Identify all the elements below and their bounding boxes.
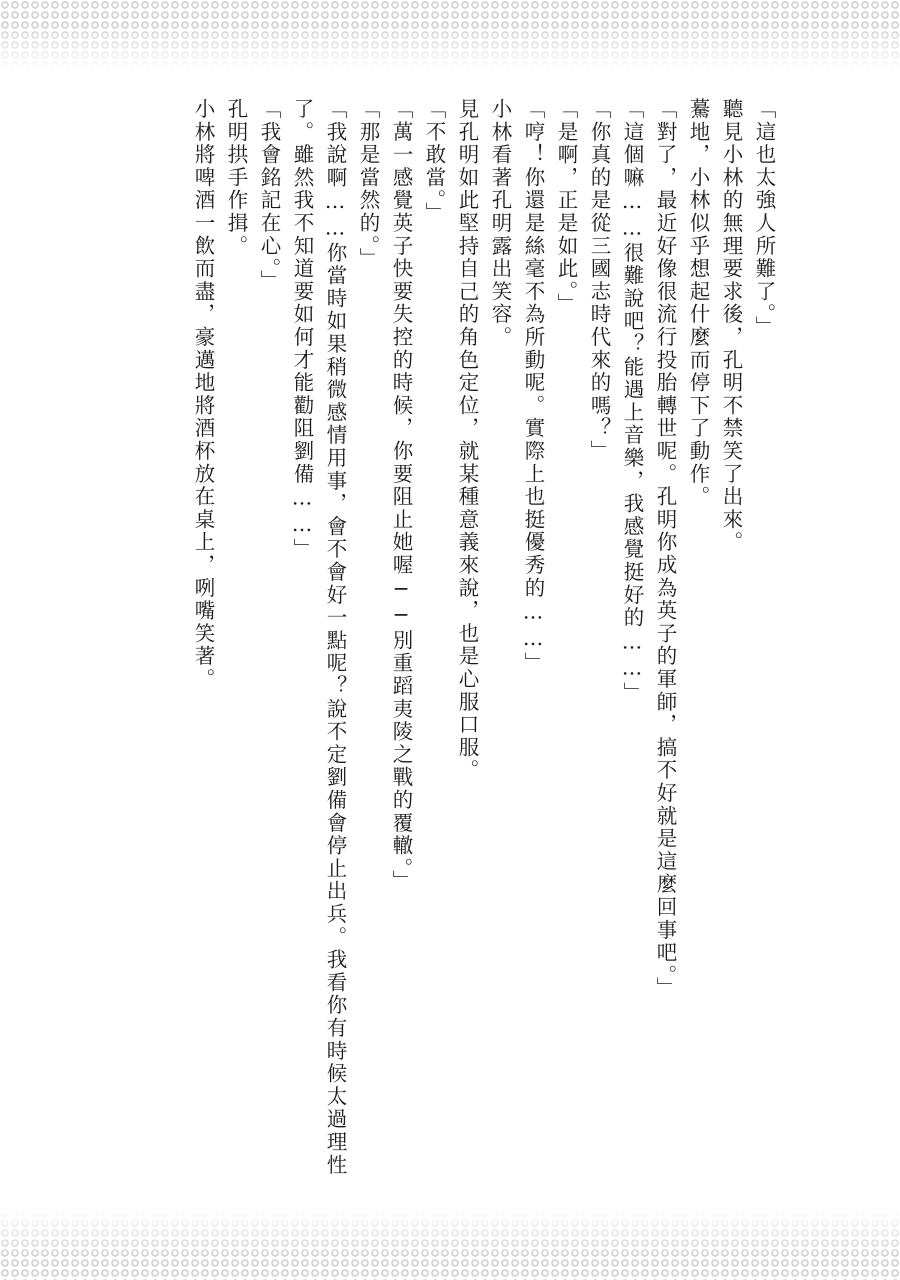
vertical-text-body <box>100 98 780 1198</box>
text-line: 「你真的是從三國志時代來的嗎？」 <box>587 98 611 463</box>
text-line: 「萬一感覺英子快要失控的時候，你要阻止她喔──別重蹈夷陵之戰的覆轍。」 <box>389 98 413 893</box>
text-line: 聽見小林的無理要求後，孔明不禁笑了出來。 <box>719 98 743 554</box>
bottom-decorative-band <box>0 1208 900 1280</box>
text-line: 「不敢當。」 <box>422 98 446 225</box>
top-decorative-band <box>0 0 900 72</box>
text-line: 小林看著孔明露出笑容。 <box>488 98 512 349</box>
text-line: 見孔明如此堅持自己的角色定位，就某種意義來說，也是心服口服。 <box>455 98 479 782</box>
text-line: 驀地，小林似乎想起什麼而停下了動作。 <box>686 98 710 509</box>
text-line: 「我說啊……你當時如果稍微感情用事，會不會好一點呢？說不定劉備會停止出兵。我看你有時候太過理性了。雖然我不知道要如何才能勸阻劉備……」 <box>290 98 347 1177</box>
text-line: 孔明拱手作揖。 <box>224 98 248 258</box>
text-line: 「我會銘記在心。」 <box>257 98 281 293</box>
text-line: 「這個嘛……很難說吧？能遇上音樂，我感覺挺好的……」 <box>620 98 644 705</box>
text-line: 「對了，最近好像很流行投胎轉世呢。孔明你成為英子的軍師，搞不好就是這麼回事吧。」 <box>653 98 677 1000</box>
text-line: 「這也太強人所難了。」 <box>752 98 776 339</box>
text-line: 「是啊，正是如此。」 <box>554 98 578 316</box>
text-line: 「那是當然的。」 <box>356 98 380 271</box>
text-line: 小林將啤酒一飲而盡，豪邁地將酒杯放在桌上，咧嘴笑著。 <box>191 98 215 691</box>
text-line: 「哼！你還是絲毫不為所動呢。實際上也挺優秀的……」 <box>521 98 545 675</box>
